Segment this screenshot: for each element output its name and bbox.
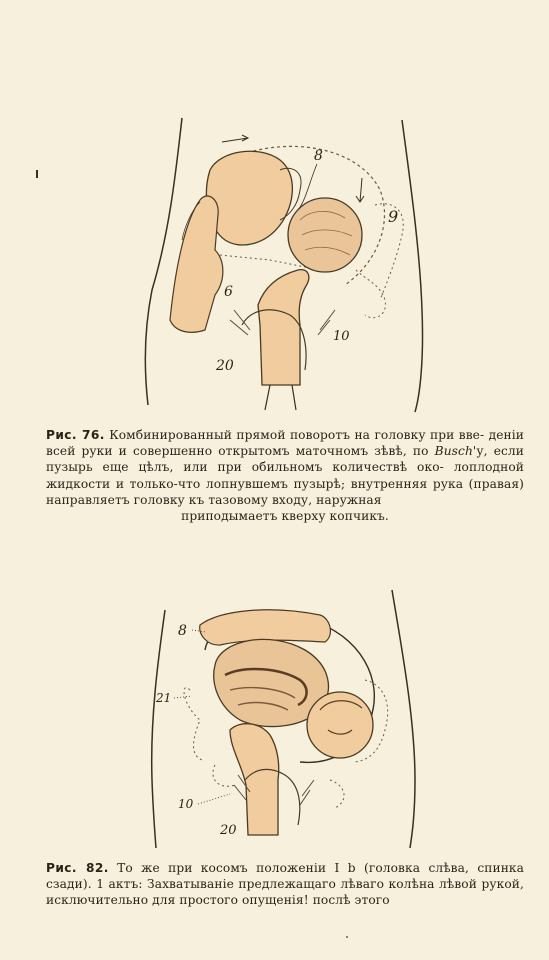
label-20: 20 bbox=[220, 823, 237, 838]
fetus-body bbox=[206, 151, 292, 245]
organ-dotted-left bbox=[184, 688, 202, 760]
label-s: 8 bbox=[314, 148, 323, 164]
caption-76-line2: деніи всей руки и совершенно открытомъ маточномъ зѣвѣ, по bbox=[46, 428, 524, 459]
caption-76-lead: Рис. 76. bbox=[46, 428, 105, 442]
label-8: 8 bbox=[178, 623, 187, 639]
figure-82-caption bbox=[46, 860, 524, 909]
caption-82-line1: То же при косомъ положеніи I b (головка слѣва, спинка bbox=[117, 861, 525, 875]
caption-76-line4: лоплодной жидкости и только-что лопнувшемъ пузырѣ; внутренняя bbox=[46, 460, 524, 491]
caption-76-line5: рука (правая) направляетъ головку къ тазовому входу, наружная bbox=[46, 476, 524, 507]
caption-82-lead: Рис. 82. bbox=[46, 861, 109, 875]
label-10: 10 bbox=[178, 797, 194, 811]
label-20: 20 bbox=[216, 358, 234, 374]
fetus-head bbox=[307, 692, 373, 758]
caption-82-line2: сзади). 1 актъ: Захватываніе предлежащаго лѣваго колѣна лѣвой bbox=[46, 877, 477, 892]
body-outline-right bbox=[402, 120, 423, 412]
external-hand bbox=[170, 196, 223, 332]
margin-mark bbox=[36, 170, 38, 178]
caption-76-line1: Комбинированный прямой поворотъ на головку при вве- bbox=[109, 428, 485, 442]
caption-82-line3: рукой, исключительно для простого опущенія! послѣ этого bbox=[46, 877, 524, 908]
internal-arm bbox=[258, 270, 309, 385]
caption-76-busch: Busch bbox=[434, 444, 473, 459]
label-10-pointer bbox=[198, 794, 230, 804]
caption-76-line3: 'у, если пузырь еще цѣлъ, или при обильномъ количествѣ око- bbox=[46, 444, 524, 475]
page-speck bbox=[346, 936, 348, 938]
arrow-top bbox=[222, 135, 248, 142]
figure-76-illustration bbox=[130, 110, 430, 415]
figure-82-illustration bbox=[130, 580, 430, 850]
body-outline-left bbox=[152, 610, 165, 848]
label-10: 10 bbox=[333, 329, 350, 344]
arrow-right bbox=[356, 178, 364, 202]
body-outline-right bbox=[392, 590, 415, 848]
organ-dotted-lower bbox=[356, 270, 385, 318]
label-21-pointer bbox=[174, 696, 192, 698]
internal-arm bbox=[230, 724, 279, 835]
caption-76-line6: приподымаетъ кверху копчикъ. bbox=[181, 509, 389, 524]
forearm-lines bbox=[265, 385, 296, 410]
label-9: 9 bbox=[388, 207, 399, 226]
figure-76-caption bbox=[46, 427, 524, 524]
label-6: 6 bbox=[224, 284, 233, 300]
body-outline-left bbox=[145, 118, 182, 405]
label-21: 21 bbox=[156, 691, 172, 705]
